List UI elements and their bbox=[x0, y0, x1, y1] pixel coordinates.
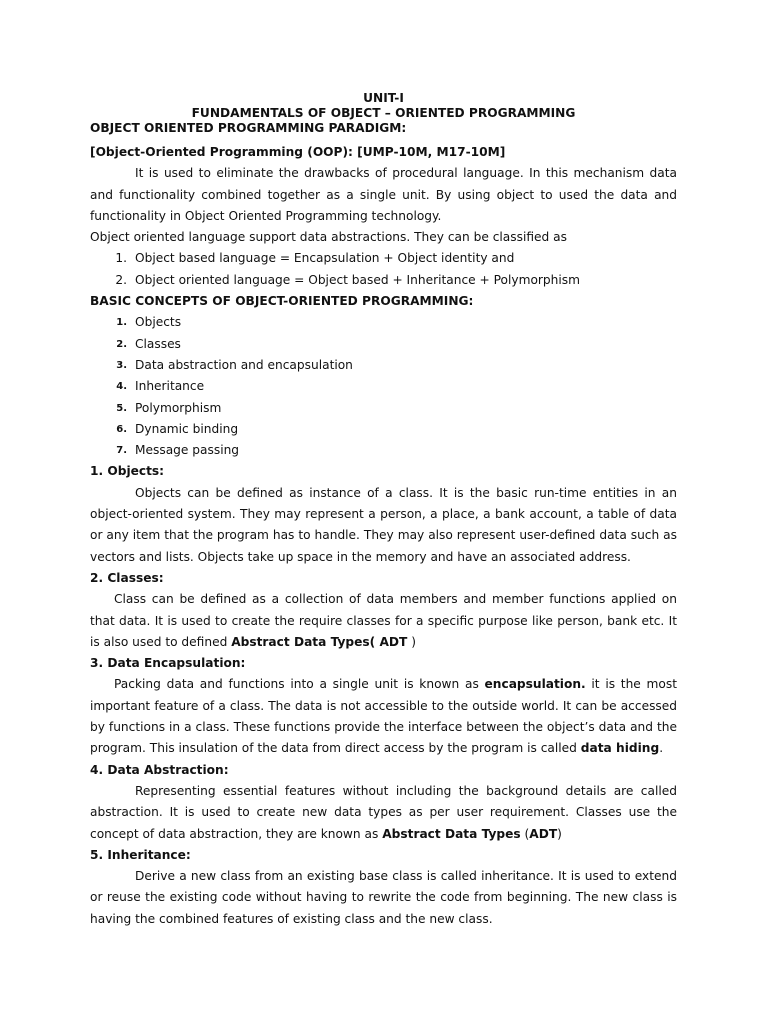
list-text: Polymorphism bbox=[135, 400, 222, 415]
adt-term: Abstract Data Types( ADT bbox=[231, 634, 408, 649]
paradigm-intro: Object oriented language support data abstractions. They can be classified as bbox=[90, 230, 567, 245]
classes-text: Class can be defined as a collection of data members and member functions applied on that data. It is used to create the require classes for a specific purpose like person, bank etc. It is also used to defined bbox=[90, 592, 677, 649]
basic-concepts-list bbox=[90, 312, 677, 461]
list-item bbox=[90, 312, 677, 333]
data-hiding-term: data hiding bbox=[580, 741, 660, 756]
list-number: 1. bbox=[115, 251, 127, 266]
encapsulation-text-b: it is the most important feature of a class. The data is not accessible to the outside world. It can be accessed by functions in a class. These functions provide the interface between the object’s data and the program. This insulation of the data from direct access by the program is called bbox=[90, 677, 677, 756]
abstraction-tail: ) bbox=[557, 826, 562, 841]
list-item bbox=[90, 440, 677, 461]
list-item bbox=[90, 355, 677, 376]
classes-paragraph bbox=[90, 589, 677, 653]
list-item bbox=[90, 248, 677, 269]
list-text: Classes bbox=[135, 336, 181, 351]
adt-abbrev: ADT bbox=[529, 826, 558, 841]
list-text: Objects bbox=[135, 315, 182, 330]
oop-subheading: [Object-Oriented Programming (OOP): [UMP-10M, M17-10M] bbox=[90, 145, 506, 159]
encapsulation-heading: 3. Data Encapsulation: bbox=[90, 656, 246, 671]
classes-heading: 2. Classes: bbox=[90, 570, 164, 585]
inheritance-heading: 5. Inheritance: bbox=[90, 847, 191, 862]
objects-heading: 1. Objects: bbox=[90, 464, 165, 479]
list-number: 7. bbox=[116, 445, 127, 457]
list-text: Object based language = Encapsulation + Object identity and bbox=[135, 251, 515, 266]
list-item bbox=[90, 334, 677, 355]
abstraction-text: Representing essential features without including the background details are called abstraction. It is used to create new data types as per user requirement. Classes use the concept of data abstraction, they are known as bbox=[90, 783, 677, 841]
list-text: Object oriented language = Object based + Inheritance + Polymorphism bbox=[135, 272, 580, 287]
abstraction-heading: 4. Data Abstraction: bbox=[90, 762, 229, 777]
abstraction-mid: ( bbox=[520, 826, 530, 841]
list-number: 1. bbox=[116, 317, 127, 329]
abstract-data-types-term: Abstract Data Types bbox=[382, 826, 521, 841]
abstraction-paragraph bbox=[90, 781, 677, 845]
unit-title: UNIT-I bbox=[363, 91, 404, 105]
encapsulation-tail: . bbox=[659, 741, 664, 756]
list-text: Message passing bbox=[135, 443, 240, 458]
list-text: Dynamic binding bbox=[135, 421, 239, 436]
list-text: Data abstraction and encapsulation bbox=[135, 357, 353, 372]
list-item bbox=[90, 398, 677, 419]
encapsulation-term: encapsulation. bbox=[484, 677, 586, 692]
basic-concepts-heading: BASIC CONCEPTS OF OBJECT-ORIENTED PROGRAMMING: bbox=[90, 294, 474, 309]
document-content bbox=[90, 91, 677, 930]
list-item bbox=[90, 270, 677, 291]
chapter-title: FUNDAMENTALS OF OBJECT – ORIENTED PROGRAMMING bbox=[191, 106, 576, 120]
classes-tail: ) bbox=[407, 634, 416, 649]
paradigm-list bbox=[90, 248, 677, 291]
inheritance-paragraph: Derive a new class from an existing base class is called inheritance. It is used to extend or reuse the existing code without having to rewrite the code from beginning. The new class is having the combined features of existing class and the new class. bbox=[90, 869, 677, 926]
list-number: 4. bbox=[116, 381, 127, 393]
list-number: 2. bbox=[116, 338, 127, 350]
paradigm-heading: OBJECT ORIENTED PROGRAMMING PARADIGM: bbox=[90, 121, 407, 135]
list-number: 2. bbox=[115, 272, 127, 287]
paradigm-paragraph: It is used to eliminate the drawbacks of procedural language. In this mechanism data and functionality combined together as a single unit. By using object to used the data and functionality in Object Oriented Programming technology. bbox=[90, 166, 677, 223]
list-number: 6. bbox=[116, 423, 127, 435]
list-item bbox=[90, 376, 677, 397]
list-text: Inheritance bbox=[135, 379, 205, 394]
objects-paragraph: Objects can be defined as instance of a class. It is the basic run-time entities in an object-oriented system. They may represent a person, a place, a bank account, a table of data or any item that the program has to handle. They may also represent user-defined data such as vectors and lists. Objects take up space in the memory and have an associated address. bbox=[90, 485, 677, 564]
list-number: 3. bbox=[116, 359, 127, 371]
encapsulation-paragraph bbox=[90, 674, 677, 759]
encapsulation-text-a: Packing data and functions into a single unit is known as bbox=[114, 677, 485, 692]
list-item bbox=[90, 419, 677, 440]
list-number: 5. bbox=[116, 402, 127, 414]
